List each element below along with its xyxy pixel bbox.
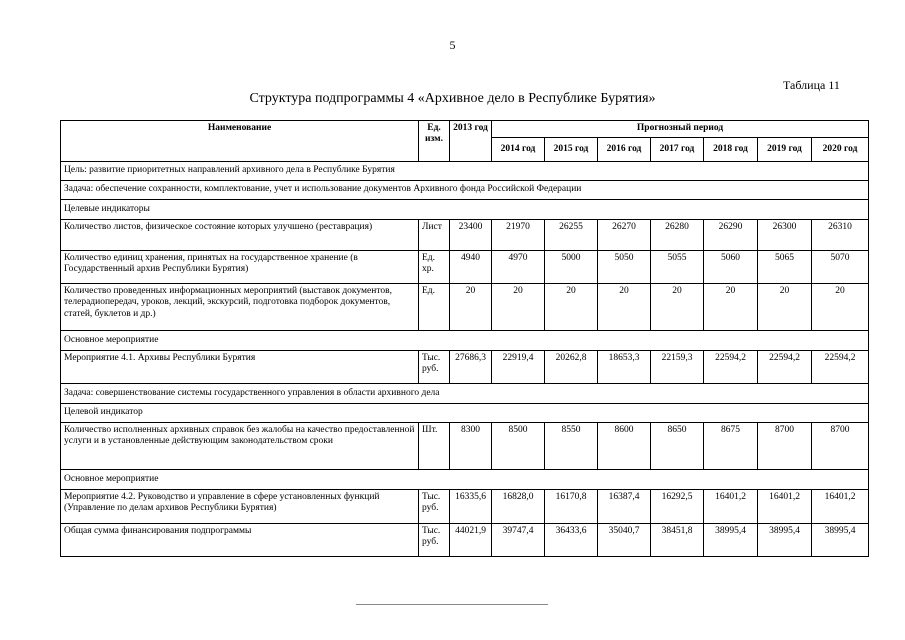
document-title: Структура подпрограммы 4 «Архивное дело в Республике Бурятия»	[249, 91, 656, 106]
row-value: 18653,3	[598, 351, 651, 384]
task-text: Задача: обеспечение сохранности, комплектование, учет и использование документов Архивного фонда Российской Федерации	[61, 181, 869, 200]
header-year: 2020 год	[812, 138, 869, 162]
subprogram-structure-table	[60, 120, 869, 557]
row-value: 22159,3	[651, 351, 704, 384]
row-value: 22594,2	[704, 351, 758, 384]
table-row	[61, 220, 869, 251]
row-value: 20	[704, 284, 758, 331]
table-body	[61, 162, 869, 557]
table-label: Таблица 11	[783, 78, 840, 92]
row-value: 26310	[812, 220, 869, 251]
row-name: Мероприятие 4.2. Руководство и управление в сфере установленных функций (Управление по делам архивов Республики Бурятия)	[61, 490, 419, 524]
header-year: 2016 год	[598, 138, 651, 162]
section-row	[61, 331, 869, 351]
row-unit: Тыс. руб.	[419, 490, 450, 524]
row-name: Количество проведенных информационных мероприятий (выставок документов, телерадиопередач, уроков, лекций, экскурсий, подготовка подборок документов, статей, буклетов и др.)	[61, 284, 419, 331]
row-value: 36433,6	[545, 524, 598, 557]
row-unit: Шт.	[419, 423, 450, 470]
row-value: 5070	[812, 251, 869, 284]
row-value: 8600	[598, 423, 651, 470]
task-text: Задача: совершенствование системы государственного управления в области архивного дела	[61, 384, 869, 404]
goal-text: Цель: развитие приоритетных направлений архивного дела в Республике Бурятия	[61, 162, 869, 181]
table-row	[61, 524, 869, 557]
row-value: 20	[545, 284, 598, 331]
section-row	[61, 200, 869, 220]
section-heading: Целевые индикаторы	[61, 200, 869, 220]
row-value: 26255	[545, 220, 598, 251]
row-value: 22594,2	[812, 351, 869, 384]
row-value-2013: 16335,6	[450, 490, 492, 524]
row-value: 16387,4	[598, 490, 651, 524]
row-value: 5055	[651, 251, 704, 284]
row-value: 8500	[492, 423, 545, 470]
section-row	[61, 470, 869, 490]
header-year: 2019 год	[758, 138, 812, 162]
section-row	[61, 181, 869, 200]
row-value: 20	[758, 284, 812, 331]
section-heading: Основное мероприятие	[61, 470, 869, 490]
row-value: 20	[492, 284, 545, 331]
row-value-2013: 20	[450, 284, 492, 331]
header-year: 2015 год	[545, 138, 598, 162]
table-row	[61, 423, 869, 470]
row-name: Количество исполненных архивных справок без жалобы на качество предоставленной услуги и в установленные действующим законодательством сроки	[61, 423, 419, 470]
row-unit: Тыс. руб.	[419, 524, 450, 557]
row-unit: Ед. хр.	[419, 251, 450, 284]
row-value: 16292,5	[651, 490, 704, 524]
row-value: 16401,2	[758, 490, 812, 524]
row-unit: Ед.	[419, 284, 450, 331]
row-name: Количество единиц хранения, принятых на государственное хранение (в Государственный архив Республики Бурятия)	[61, 251, 419, 284]
row-name: Мероприятие 4.1. Архивы Республики Бурятия	[61, 351, 419, 384]
section-heading: Основное мероприятие	[61, 331, 869, 351]
section-row	[61, 384, 869, 404]
table-row	[61, 251, 869, 284]
row-value: 20	[812, 284, 869, 331]
row-value: 38995,4	[704, 524, 758, 557]
header-forecast-period: Прогнозный период	[492, 121, 869, 138]
row-value-2013: 23400	[450, 220, 492, 251]
table-row	[61, 351, 869, 384]
row-unit: Лист	[419, 220, 450, 251]
table-row	[61, 490, 869, 524]
row-value: 5000	[545, 251, 598, 284]
header-year: 2014 год	[492, 138, 545, 162]
row-value-2013: 44021,9	[450, 524, 492, 557]
row-value: 20	[598, 284, 651, 331]
row-value: 16828,0	[492, 490, 545, 524]
section-row	[61, 404, 869, 423]
row-value: 38451,8	[651, 524, 704, 557]
row-value-2013: 27686,3	[450, 351, 492, 384]
row-value: 8675	[704, 423, 758, 470]
row-value: 16401,2	[704, 490, 758, 524]
row-value: 21970	[492, 220, 545, 251]
row-unit: Тыс. руб.	[419, 351, 450, 384]
row-value: 26280	[651, 220, 704, 251]
section-row	[61, 162, 869, 181]
section-heading: Целевой индикатор	[61, 404, 869, 423]
page-number: 5	[449, 38, 456, 52]
row-value: 16401,2	[812, 490, 869, 524]
row-value: 26290	[704, 220, 758, 251]
row-value: 8650	[651, 423, 704, 470]
header-name: Наименование	[61, 121, 419, 162]
row-name: Общая сумма финансирования подпрограммы	[61, 524, 419, 557]
footer-divider	[356, 604, 548, 605]
row-value: 26300	[758, 220, 812, 251]
table-header	[61, 121, 869, 162]
row-name: Количество листов, физическое состояние которых улучшено (реставрация)	[61, 220, 419, 251]
row-value: 26270	[598, 220, 651, 251]
row-value: 5060	[704, 251, 758, 284]
header-unit: Ед. изм.	[419, 121, 450, 162]
row-value: 39747,4	[492, 524, 545, 557]
row-value: 16170,8	[545, 490, 598, 524]
row-value: 22594,2	[758, 351, 812, 384]
row-value-2013: 4940	[450, 251, 492, 284]
row-value: 22919,4	[492, 351, 545, 384]
row-value: 4970	[492, 251, 545, 284]
row-value-2013: 8300	[450, 423, 492, 470]
row-value: 20	[651, 284, 704, 331]
row-value: 35040,7	[598, 524, 651, 557]
header-base-year: 2013 год	[450, 121, 492, 162]
row-value: 8700	[758, 423, 812, 470]
row-value: 20262,8	[545, 351, 598, 384]
header-year: 2017 год	[651, 138, 704, 162]
row-value: 5050	[598, 251, 651, 284]
row-value: 38995,4	[758, 524, 812, 557]
row-value: 8550	[545, 423, 598, 470]
header-year: 2018 год	[704, 138, 758, 162]
table-row	[61, 284, 869, 331]
row-value: 38995,4	[812, 524, 869, 557]
row-value: 5065	[758, 251, 812, 284]
row-value: 8700	[812, 423, 869, 470]
